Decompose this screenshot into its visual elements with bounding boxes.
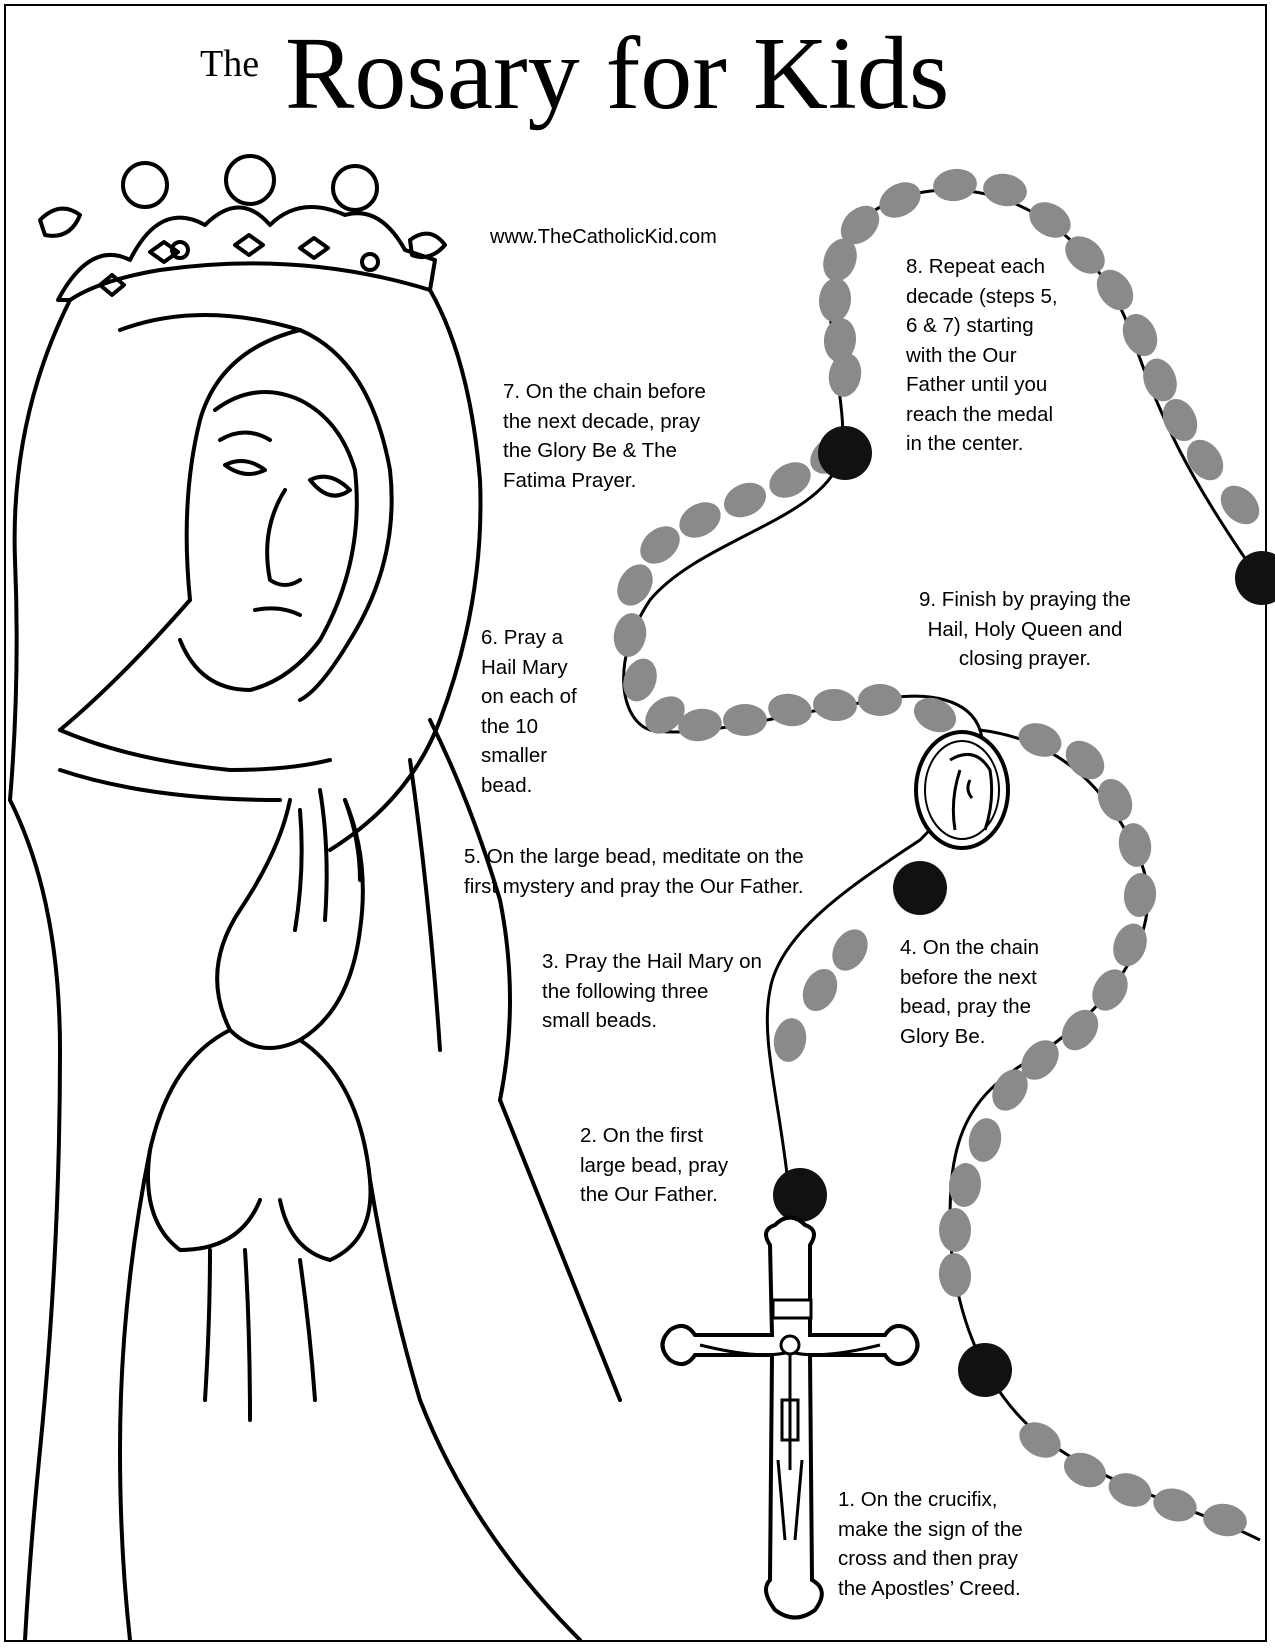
crucifix-inscription [773,1300,811,1318]
small-bead [817,277,853,324]
small-bead [610,558,660,612]
small-bead [1013,1415,1067,1465]
small-bead [770,1016,809,1065]
corpus-head [781,1336,799,1354]
small-bead [931,166,979,204]
small-bead [723,704,767,736]
large-bead [893,861,947,915]
website-url: www.TheCatholicKid.com [490,226,717,248]
large-bead [958,1343,1012,1397]
small-bead [858,684,902,716]
small-bead [965,1116,1004,1165]
small-bead [1091,773,1139,826]
small-bead [633,519,687,572]
small-bead [718,476,771,524]
large-bead [773,1168,827,1222]
small-bead [766,690,815,729]
small-bead [812,687,859,723]
small-bead [1179,433,1230,487]
small-bead [796,963,844,1016]
small-bead [937,1252,973,1299]
step-6-text: 6. Pray a Hail Mary on each of the 10 smaller bead. [481,626,577,797]
small-bead [610,611,649,660]
small-bead [1115,821,1154,870]
small-bead [1137,354,1182,406]
small-bead [873,175,927,225]
step-7-text: 7. On the chain before the next decade, pray the Glory Be & The Fatima Prayer. [503,380,706,492]
step-4-text: 4. On the chain before the next bead, pray the Glory Be. [900,936,1040,1048]
small-bead [1201,1500,1250,1539]
page-title: Rosary for Kids [285,16,950,131]
small-bead [673,495,727,545]
mary-medal-icon [916,732,1008,848]
small-bead [1054,1003,1105,1057]
small-bead [981,170,1030,209]
large-bead [1235,551,1275,605]
small-bead [1104,1467,1156,1512]
small-bead [1122,872,1158,919]
title-prefix: The [200,43,260,85]
step-3-text: 3. Pray the Hail Mary on the following three small beads. [542,950,762,1032]
small-bead [939,1208,971,1252]
step-9-text: 9. Finish by praying the Hail, Holy Queen and closing prayer. [919,588,1131,670]
small-bead [825,923,875,977]
step-5-text: 5. On the large bead, meditate on the first mystery and pray the Our Father. [464,845,804,898]
step-8-text: 8. Repeat each decade (steps 5, 6 & 7) starting with the Our Father until you reach the medal in the center. [906,255,1058,455]
step-2-text: 2. On the first large bead, pray the Our Father. [580,1124,729,1206]
step-1-text: 1. On the crucifix, make the sign of the cross and then pray the Apostles’ Creed. [838,1488,1023,1600]
small-bead [1150,1484,1201,1526]
large-bead [818,426,872,480]
